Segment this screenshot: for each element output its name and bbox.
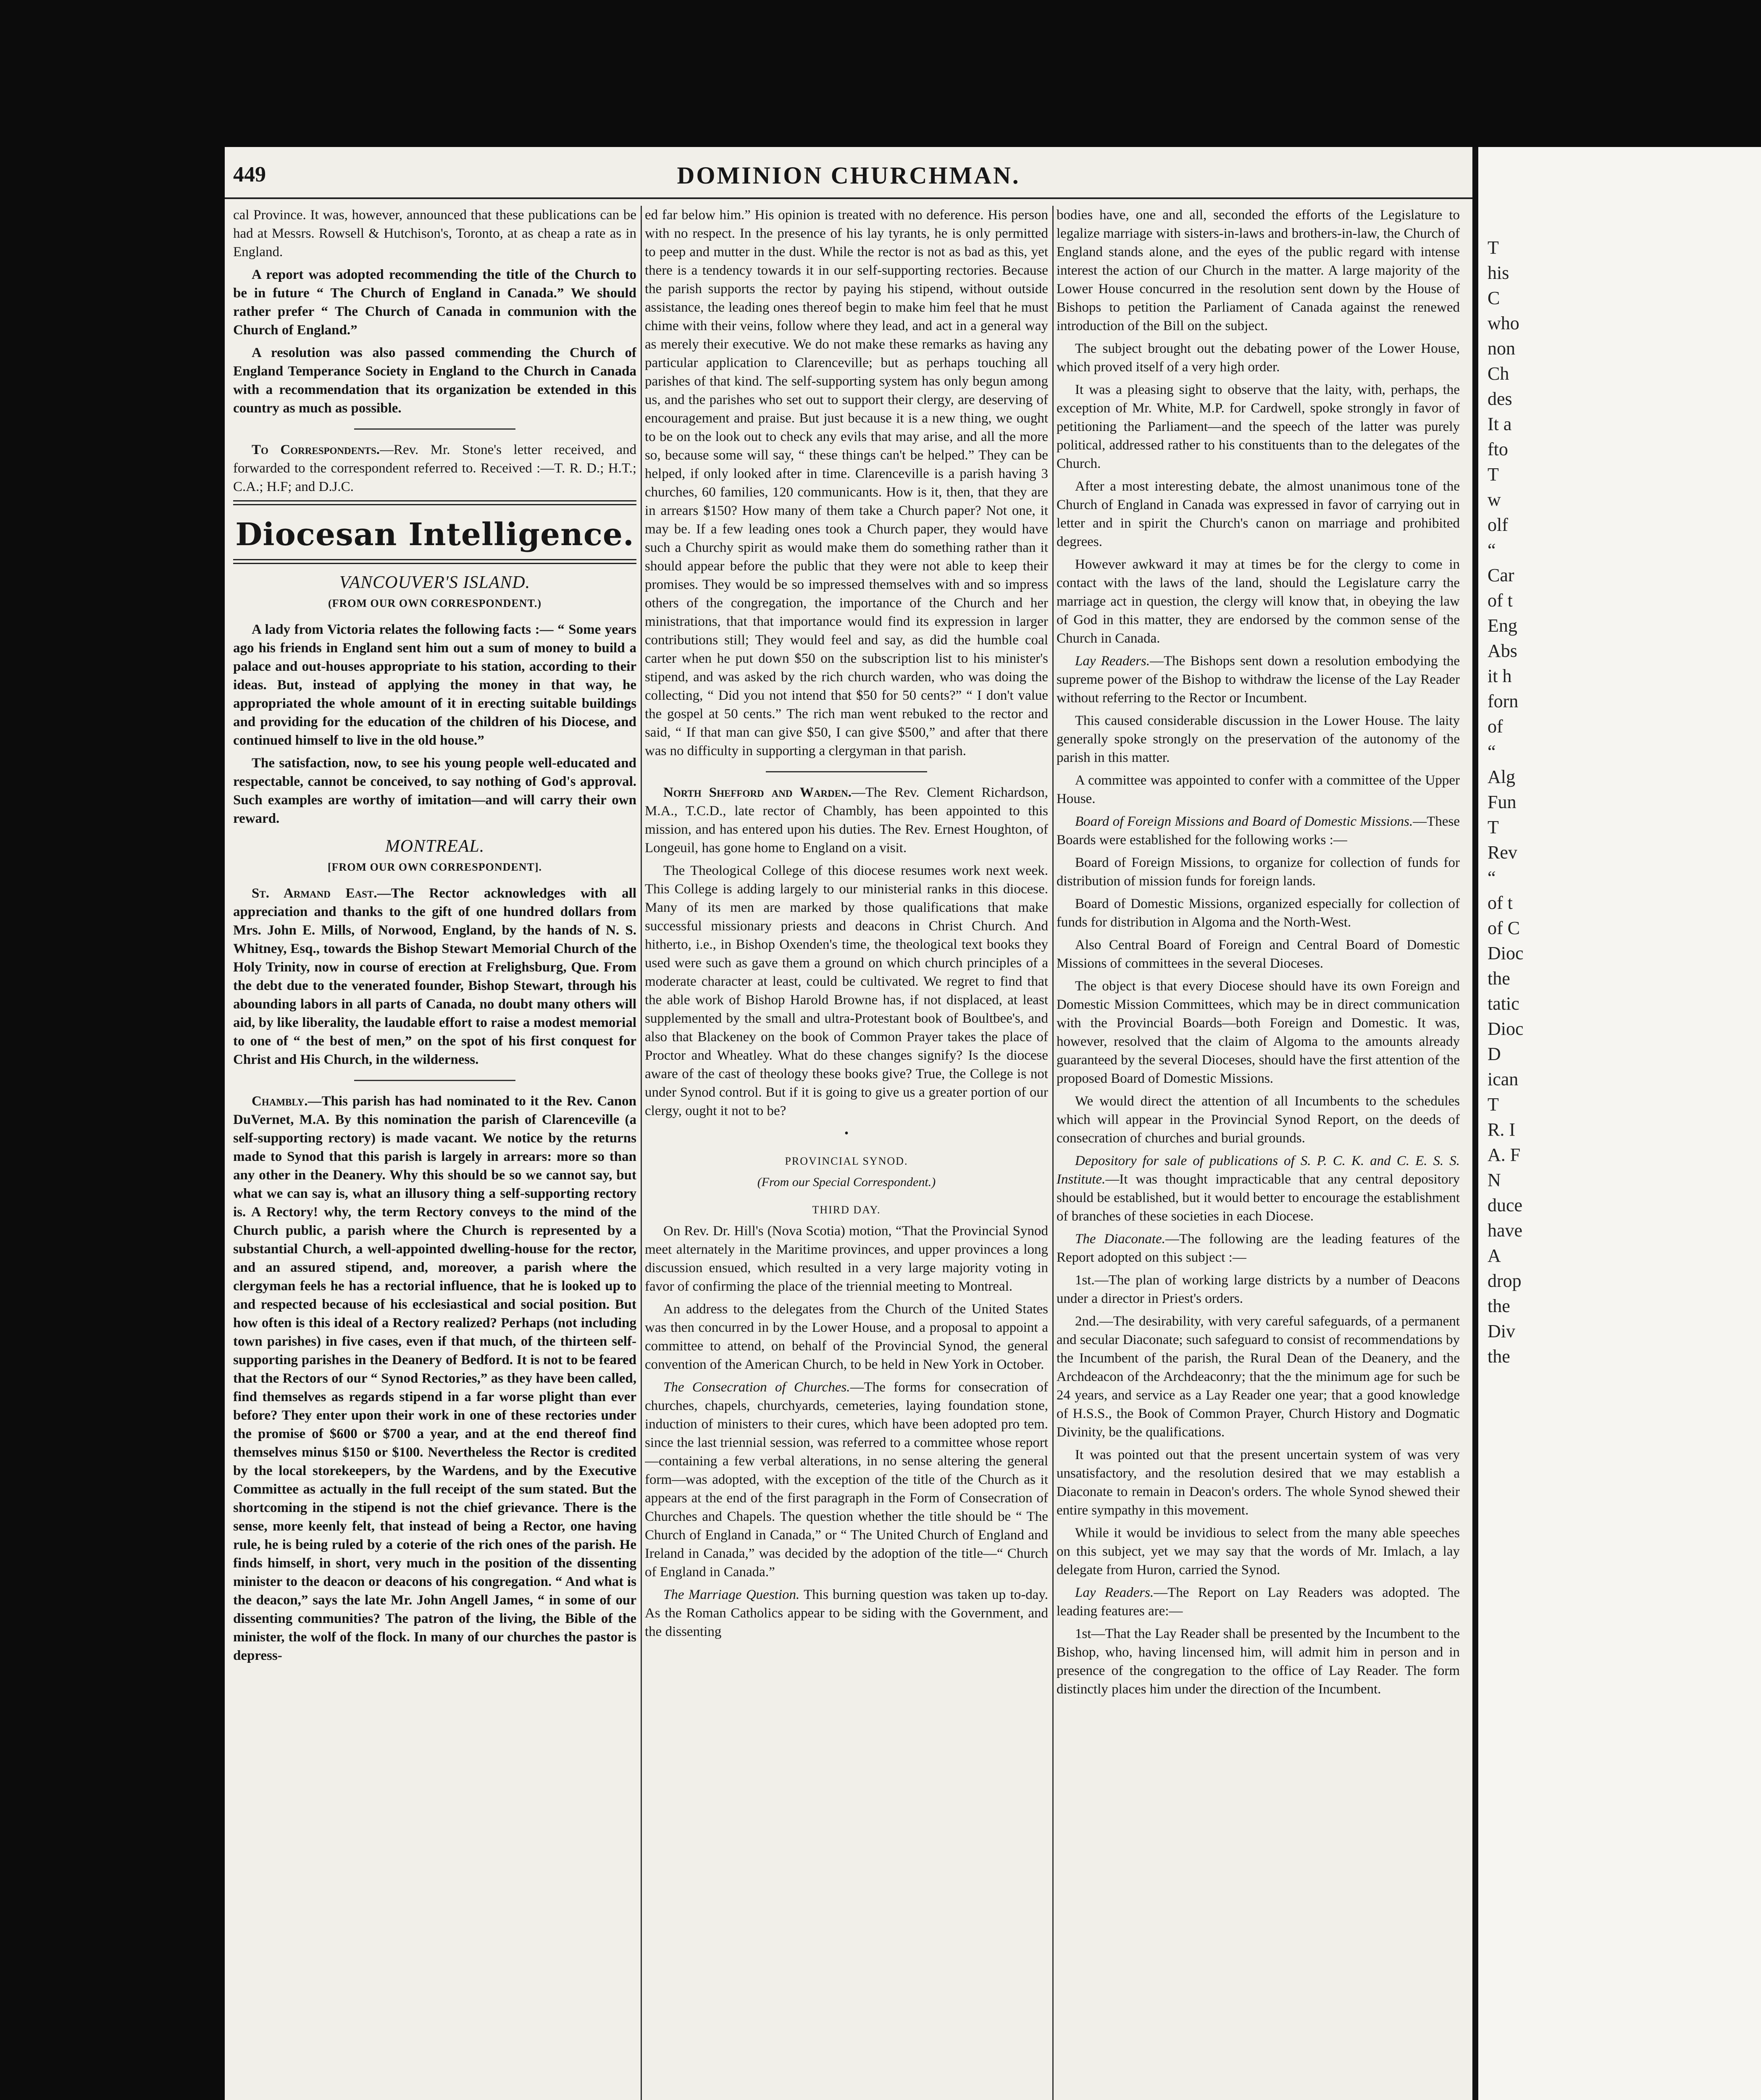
paragraph (1057, 1230, 1460, 1267)
notice-lead: To Correspondents. (252, 442, 380, 457)
paragraph (1057, 1152, 1460, 1226)
sub-heading: THIRD DAY. (812, 1204, 881, 1216)
byline: (FROM OUR OWN CORRESPONDENT.) (328, 597, 542, 609)
newspaper-page (225, 147, 1472, 2100)
page-header (225, 147, 1472, 199)
paragraph: A lady from Victoria relates the following facts :— “ Some years ago his friends in England sent him out a sum of money to build a palace and out-houses appropriate to his station, according to their ideas. But, instead of applying the money in that way, he appropriated the whole amount of it in erecting suitable buildings and providing for the education of the children of his Diocese, and continued himself to live in the old house.” (233, 622, 636, 748)
item-lead: St. Armand East. (252, 886, 377, 901)
paragraph: We would direct the attention of all Incumbents to the schedules which will appear in the Provincial Synod Report, on the deeds of consecration of churches and burial grounds. (1057, 1094, 1460, 1146)
paragraph: bodies have, one and all, seconded the efforts of the Legislature to legalize marriage with sisters-in-laws and brothers-in-law, the Church of England stands alone, and the eyes of the public regard with intense interest the action of our Church in the matter. A large majority of the Lower House concurred in the resolution sent down by the House of Bishops to petition the Parliament of Canada against the renewed introduction of the Bill on the subject. (1057, 207, 1460, 333)
paragraph: After a most interesting debate, the almost unanimous tone of the Church of England in Canada was expressed in favor of carrying out in letter and in spirit the Church's canon on marriage and prohibited degrees. (1057, 479, 1460, 549)
paragraph: 1st.—The plan of working large districts by a number of Deacons under a director in Priest's orders. (1057, 1273, 1460, 1306)
paragraph: The satisfaction, now, to see his young people well-educated and respectable, cannot be conceived, to say nothing of God's approval. Such examples are worthy of imitation—and will carry their own reward. (233, 756, 636, 826)
item-lead: Lay Readers. (1075, 1585, 1154, 1600)
paragraph: However awkward it may at times be for the clergy to come in contact with the laws of the land, should the Legislature carry the marriage act in question, the clergy will know that, in obeying the law of God in this matter, they are endorsed by the common sense of the Church in Canada. (1057, 557, 1460, 646)
adjacent-page-text: T his C who non Ch des It a fto T w olf “ Car of t Eng Abs it h forn of “ Alg Fun T Rev “ of t of C Dioc the tatic Dioc D ican T R. I A. F N duce have A drop the Div the (1488, 237, 1524, 1367)
item-lead: The Consecration of Churches. (663, 1380, 850, 1395)
column-1 (233, 206, 636, 2100)
paragraph (645, 1378, 1048, 1581)
item-lead: The Marriage Question. (663, 1587, 800, 1602)
item-body: —The Bishops sent down a resolution embodying the supreme power of the Bishop to withdraw the license of the Lay Reader without referring to the Rector or Incumbent. (1057, 654, 1460, 706)
correspondents-notice (233, 441, 636, 496)
paragraph: The object is that every Diocese should have its own Foreign and Domestic Mission Committees, which may be in direct communication with the Provincial Boards—both Foreign and Domestic. It was, however, resolved that the claim of Algoma to the amounts already guaranteed by the several Dioceses, should have the first attention of the proposed Board of Domestic Missions. (1057, 979, 1460, 1086)
item-body: —The following are the leading features of the Report adopted on this subject :— (1057, 1231, 1460, 1265)
item-body: This burning question was taken up to-day. As the Roman Catholics appear to be siding with the Government, and the dissenting (645, 1587, 1048, 1639)
section-rule (766, 771, 927, 772)
paragraph: An address to the delegates from the Church of the United States was then concurred in by the Lower House, and a proposal to appoint a committee to attend, on behalf of the Provincial Synod, the general convention of the American Church, to be held in New York in October. (645, 1302, 1048, 1372)
page-gutter (1472, 147, 1478, 2100)
article-heading: MONTREAL. (385, 837, 485, 856)
paragraph (1057, 1583, 1460, 1620)
adjacent-page-fragment (1472, 147, 1761, 2100)
paragraph: ed far below him.” His opinion is treated with no deference. His person with no respect. In the presence of his lay tyrants, he is only permitted to peep and mutter in the dust. While the rector is not as bad as this, yet there is a tendency towards it in our self-supporting rectories. Because the parish supports the rector by paying his stipend, without outside assistance, the leading ones thereof begin to make him feel that he must chime with their veins, follow where they lead, and act in a general way as merely their executive. We do not make these remarks as having any particular application to Clarenceville; but as perhaps touching all parishes of that kind. The self-supporting system has only begun among us, and the parishes who set out to support their clergy, are deserving of encouragement and praise. But just because it is a new thing, we ought to be on the look out to check any evils that may arise, and all the more so, because some will say, “ these things can't be helped.” They can be helped, if only looked after in time. Clarenceville is a parish having 3 churches, 60 families, 120 communicants. How is it, then, that they are in arrears $150? How many of them take a Church paper? Not one, it may be. If a few leading ones took a Church paper, they would have such a Churchy spirit as would make them do something rather than it should appear before the public that they were not able to keep their promises. They would be so impressed themselves with and so impress others of the congregation, the importance of the Church and her ministrations, that that importance would find its expression in larger contributions still; They would feel and say, as did the humble coal carter when he put down $50 on the subscription list to his minister's stipend, and was asked by the rich church warden, who was doing the collecting, “ Did you not intend that $50 for 50 cents?” “ I don't value the gospel at 50 cents.” The rich man went rebuked to the rector and said, “ If that man can give $50, I can give $500,” and after that there was no difficulty in supporting a clergyman in that parish. (645, 207, 1048, 759)
column-2 (645, 206, 1048, 2100)
item-lead: North Shefford and Warden. (663, 785, 852, 800)
byline: (From our Special Correspondent.) (757, 1175, 936, 1189)
paragraph: A committee was appointed to confer with a committee of the Upper House. (1057, 773, 1460, 806)
paragraph: The subject brought out the debating power of the Lower House, which proved itself of a very high order. (1057, 341, 1460, 375)
paragraph: The Theological College of this diocese resumes work next week. This College is adding largely to our ministerial ranks in this diocese. Many of its men are marked by those qualifications that make successful missionary priests and deacons in Christ Church. And hitherto, i.e., in Bishop Oxenden's time, the theological text books they used were such as gave them a ground on which church principles of a moderate character at least, could be cultivated. We regret to find that the able work of Bishop Harold Browne has, if not displaced, at least supplemented by the small and ultra-Protestant book of Boultbee's, and also that Blackeney on the book of Common Prayer takes the place of Proctor and Wheatley. What do these changes signify? Is the diocese aware of the cast of theology these books give? True, the College is not under Synod control. But if it is going to give us a greater portion of our clergy, ought it not to be? (645, 863, 1048, 1118)
byline: [FROM OUR OWN CORRESPONDENT]. (328, 861, 542, 873)
paragraph: 2nd.—The desirability, with very careful safeguards, of a permanent and secular Diaconate; such safeguard to consist of recommendations by the Incumbent of the parish, the Rural Dean of the Deanery, and the Archdeacon of the Archdeaconry; that the the minimum age for such be 24 years, and service as a Lay Reader one year; that a good knowledge of H.S.S., the Book of Common Prayer, Church History and Dogmatic Divinity, be the qualifications. (1057, 1314, 1460, 1440)
column-divider (641, 206, 642, 2100)
item-body: —These Boards were established for the following works :— (1057, 814, 1460, 848)
paragraph: This caused considerable discussion in the Lower House. The laity generally spoke strongly on the preservation of the autonomy of the parish in this matter. (1057, 713, 1460, 765)
section-title: Diocesan Intelligence. (235, 517, 634, 553)
item-body: —This parish has had nominated to it the Rev. Canon DuVernet, M.A. By this nomination the parish of Clarenceville (a self-supporting rectory) is made vacant. We notice by the returns made to Synod that this parish is largely in arrears: more so than any other in the Deanery. Why this should be so we cannot say, but what we can say is, what an illusory thing a self-supporting rectory is. A Rectory! why, the term Rectory conveys to the mind of the Church public, a parish where the Church is represented by a substantial Church, a well-appointed dwelling-house for the rector, and an assured stipend, and, moreover, a parish where the clergyman feels he has a rectorial influence, that he is looked up to and respected because of his ecclesiastical and social position. But how often is this ideal of a Rectory realized? Perhaps (not including town parishes) in five cases, even if that much, of the thirteen self-supporting parishes in the Deanery of Bedford. It is not to be feared that the Rectors of our “ Synod Rectories,” as they have been called, find themselves as regards stipend in a far worse plight than ever before? They enter upon their work in one of these rectories under the promise of $600 or $700 a year, and at the end thereof find themselves minus $150 or $100. Nevertheless the Rector is credited by the local storekeepers, by the Wardens, and by the Executive Committee as actually in the full receipt of the sum stated. But the shortcoming in the stipend is not the chief grievance. There is the sense, more keenly felt, that instead of being a Rector, one having rule, he is being ruled by a coterie of the rich ones of the parish. He finds himself, in short, very much in the position of the dissenting minister to the deacon or deacons of his congregation. “ And what is the deacon,” says the late Mr. John Angell James, “ in some of our dissenting communities? The patron of the living, the Bible of the minister, the wolf of the flock. In many of our churches the pastor is depress- (233, 1094, 636, 1663)
paragraph: Also Central Board of Foreign and Central Board of Domestic Missions of committees in the several Dioceses. (1057, 937, 1460, 971)
paragraph: 1st—That the Lay Reader shall be presented by the Incumbent to the Bishop, who, having lincensed him, will admit him in person and in presence of the congregation to the office of Lay Reader. The form distinctly places him under the direction of the Incumbent. (1057, 1626, 1460, 1697)
paragraph (233, 884, 636, 1069)
item-lead: Lay Readers. (1075, 654, 1150, 669)
article-heading: VANCOUVER'S ISLAND. (339, 573, 531, 592)
paragraph: While it would be invidious to select from the many able speeches on this subject, yet we may say that the words of Mr. Imlach, a lay delegate from Huron, carried the Synod. (1057, 1525, 1460, 1578)
item-lead: Depository for sale of publications of S. P. C. K. and C. E. S. S. Institute. (1057, 1153, 1460, 1187)
paragraph: A report was adopted recommending the title of the Church to be in future “ The Church of England in Canada.” We should rather prefer “ The Church of Canada in communion with the Church of England.” (233, 267, 636, 338)
paragraph: It was pointed out that the present uncertain system of was very unsatisfactory, and the resolution desired that we may establish a Diaconate to remain in Deacon's orders. The whole Synod shewed their entire sympathy in this movement. (1057, 1447, 1460, 1518)
running-title: DOMINION CHURCHMAN. (677, 162, 1020, 189)
paragraph: On Rev. Dr. Hill's (Nova Scotia) motion, “That the Provincial Synod meet alternately in the Maritime provinces, and upper provinces a long discussion ensued, which resulted in a very large majority voting in favor of confirming the place of the triennial meeting to Montreal. (645, 1223, 1048, 1294)
item-body: —The forms for consecration of churches, chapels, churchyards, cemeteries, laying foundation stone, induction of ministers to their cures, which have been adopted pro tem. since the last triennial session, was referred to a committee whose report—containing a few verbal alterations, in no sense altering the general form—was adopted, with the exception of the title of the Church as it appears at the end of the first paragraph in the Form of Consecration of Churches and Chapels. The question whether the title should be “ The Church of England in Canada,” or “ The United Church of England and Ireland in Canada,” was decided by the adoption of the title—“ Church of England in Canada.” (645, 1380, 1048, 1580)
paragraph (1057, 812, 1460, 849)
column-3 (1057, 206, 1460, 2100)
section-rule (233, 559, 636, 564)
item-lead: Chambly. (252, 1094, 308, 1109)
item-lead: The Diaconate. (1075, 1231, 1165, 1247)
section-rule (354, 428, 515, 430)
paragraph: A resolution was also passed commending the Church of England Temperance Society in England to the Church in Canada with a recommendation that its organization be extended in this country as much as possible. (233, 345, 636, 416)
column-divider (1052, 206, 1054, 2100)
ornament: • (844, 1127, 849, 1140)
item-body: —The Rev. Clement Richardson, M.A., T.C.D., late rector of Chambly, has been appointed to this mission, and has entered upon his duties. The Rev. Ernest Houghton, of Longeuil, has gone home to England on a visit. (645, 785, 1048, 856)
item-body: —It was thought impracticable that any central depository should be established, but it would better to encourage the establishment of branches of these societies in each Diocese. (1057, 1172, 1460, 1224)
paragraph (645, 783, 1048, 857)
section-rule (354, 1080, 515, 1081)
article-heading: PROVINCIAL SYNOD. (785, 1155, 908, 1167)
paragraph: Board of Foreign Missions, to organize for collection of funds for distribution of mission funds for foreign lands. (1057, 855, 1460, 889)
paragraph (645, 1586, 1048, 1641)
paragraph (233, 1092, 636, 1665)
paragraph (1057, 652, 1460, 707)
paragraph: It was a pleasing sight to observe that the laity, with, perhaps, the exception of Mr. White, M.P. for Cardwell, spoke strongly in favor of petitioning the Parliament—and the speech of the latter was purely political, addressed rather to his constituents than to the delegates of the Church. (1057, 382, 1460, 471)
item-body: —The Rector acknowledges with all appreciation and thanks to the gift of one hundred dollars from Mrs. John E. Mills, of Norwood, England, by the hands of N. S. Whitney, Esq., towards the Bishop Stewart Memorial Church of the Holy Trinity, now in course of erection at Frelighsburg, Que. From the debt due to the venerated founder, Bishop Stewart, through his abounding labors in all parts of Canada, no doubt many others will aid, by like liberality, the laudable effort to raise a modest memorial to one of “ the best of men,” on the spot of his first conquest for Christ and His Church, in the wilderness. (233, 886, 636, 1067)
page-number: 449 (233, 163, 266, 186)
paragraph: Board of Domestic Missions, organized especially for collection of funds for distribution in Algoma and the North-West. (1057, 896, 1460, 930)
notice-body: —Rev. Mr. Stone's letter received, and forwarded to the correspondent referred to. Received :—T. R. D.; H.T.; C.A.; H.F; and D.J.C. (233, 442, 636, 494)
paragraph: cal Province. It was, however, announced that these publications can be had at Messrs. Rowsell & Hutchison's, Toronto, at as cheap a rate as in England. (233, 207, 636, 260)
item-lead: Board of Foreign Missions and Board of Domestic Missions. (1075, 814, 1413, 829)
item-body: —The Report on Lay Readers was adopted. The leading features are:— (1057, 1585, 1460, 1619)
section-rule (233, 500, 636, 505)
